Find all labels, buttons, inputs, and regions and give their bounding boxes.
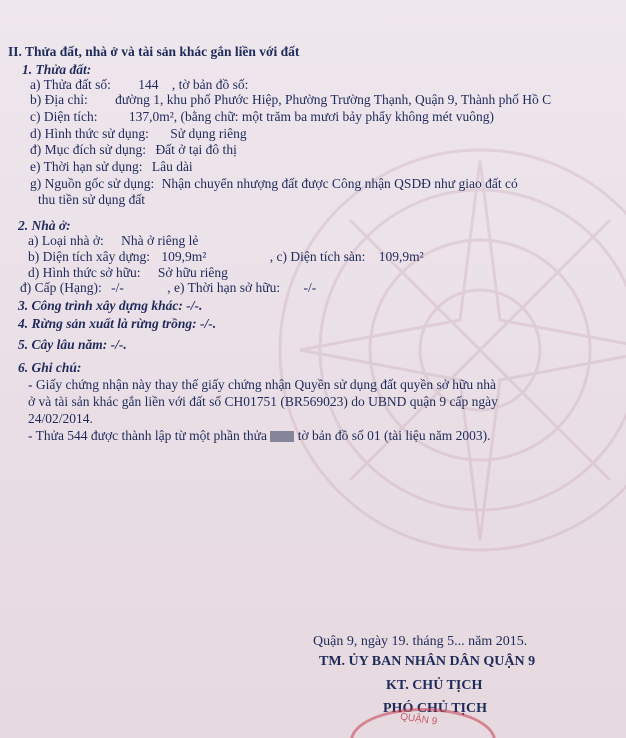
ownership-value: Sở hữu riêng <box>157 265 228 280</box>
origin-label: g) Nguồn gốc sử dụng: <box>30 176 155 191</box>
address-row <box>30 92 551 108</box>
sign-kt: KT. CHỦ TỊCH <box>386 678 483 693</box>
note-line-4-start: - Thửa 544 được thành lập từ một phần thửa <box>28 428 267 443</box>
usage-purpose-value: Đất ở tại đô thị <box>155 142 237 157</box>
origin-row <box>30 176 518 192</box>
usage-purpose-row <box>30 142 237 158</box>
sign-role: PHÓ CHỦ TỊCH <box>383 701 487 716</box>
sign-org: TM. ỦY BAN NHÂN DÂN QUẬN 9 <box>319 654 536 669</box>
note-line-2: ở và tài sản khác gắn liền với đất số CH01751 (BR569023) do UBND quận 9 cấp ngày <box>28 394 498 409</box>
usage-form-row <box>30 126 247 142</box>
note-line-3: 24/02/2014. <box>28 411 93 426</box>
redacted-mark <box>270 431 294 442</box>
map-sheet-label: , tờ bản đồ số: <box>171 77 249 92</box>
floor-area-label: , c) Diện tích sàn: <box>269 249 366 264</box>
parcel-number-value: 144 <box>138 77 159 92</box>
other-works: 3. Công trình xây dựng khác: -/-. <box>18 298 203 313</box>
origin-value: Nhận chuyển nhượng đất được Công nhận QSDĐ như giao đất có <box>161 176 518 191</box>
house-type-row <box>28 233 198 249</box>
area-label: c) Diện tích: <box>30 109 98 124</box>
build-area-label: b) Diện tích xây dựng: <box>28 249 151 264</box>
planted-forest: 4. Rừng sản xuất là rừng trồng: -/-. <box>18 316 217 331</box>
usage-form-label: d) Hình thức sử dụng: <box>30 126 149 141</box>
house-type-value: Nhà ở riêng lẻ <box>121 233 199 248</box>
ownership-label: d) Hình thức sở hữu: <box>28 265 141 280</box>
usage-term-label: e) Thời hạn sử dụng: <box>30 159 143 174</box>
build-area-value: 109,9m² <box>161 249 207 264</box>
house-heading: 2. Nhà ở: <box>18 218 71 233</box>
grade-value: -/- <box>111 280 124 295</box>
ownership-row <box>28 265 228 281</box>
sign-date: Quận 9, ngày 19. tháng 5... năm 2015. <box>313 634 528 649</box>
national-emblem-watermark <box>250 70 626 630</box>
address-value: đường 1, khu phố Phước Hiệp, Phường Trường Thạnh, Quận 9, Thành phố Hồ C <box>115 92 552 107</box>
usage-form-value: Sử dụng riêng <box>170 126 247 141</box>
grade-row <box>20 280 316 296</box>
note-line-1: - Giấy chứng nhận này thay thế giấy chứng nhận Quyền sử dụng đất quyền sở hữu nhà <box>28 377 496 392</box>
usage-term-value: Lâu dài <box>151 159 193 174</box>
origin-value-cont: thu tiền sử dụng đất <box>38 192 146 207</box>
note-line-4-end: tờ bản đồ số 01 (tài liệu năm 2003). <box>297 428 491 443</box>
house-type-label: a) Loại nhà ở: <box>28 233 104 248</box>
grade-label: đ) Cấp (Hạng): <box>20 280 102 295</box>
usage-purpose-label: đ) Mục đích sử dụng: <box>30 142 147 157</box>
area-row <box>30 109 494 125</box>
usage-term-row <box>30 159 193 175</box>
perennial-trees: 5. Cây lâu năm: -/-. <box>18 337 127 352</box>
floor-area-value: 109,9m² <box>378 249 424 264</box>
ownership-term-label: , e) Thời hạn sở hữu: <box>167 280 281 295</box>
notes-heading: 6. Ghi chú: <box>18 360 82 375</box>
section-title: II. Thửa đất, nhà ở và tài sản khác gắn liền với đất <box>8 44 300 59</box>
area-value: 137,0m², (bằng chữ: một trăm ba mươi bảy phẩy không mét vuông) <box>128 109 494 124</box>
land-parcel-row <box>30 77 248 93</box>
address-label: b) Địa chỉ: <box>30 92 88 107</box>
build-area-row <box>28 249 424 265</box>
note-line-4 <box>28 428 490 444</box>
stamp-text: QUẬN 9 <box>399 711 438 728</box>
ownership-term-value: -/- <box>303 280 317 295</box>
land-heading: 1. Thửa đất: <box>22 62 92 77</box>
parcel-number-label: a) Thửa đất số: <box>30 77 111 92</box>
